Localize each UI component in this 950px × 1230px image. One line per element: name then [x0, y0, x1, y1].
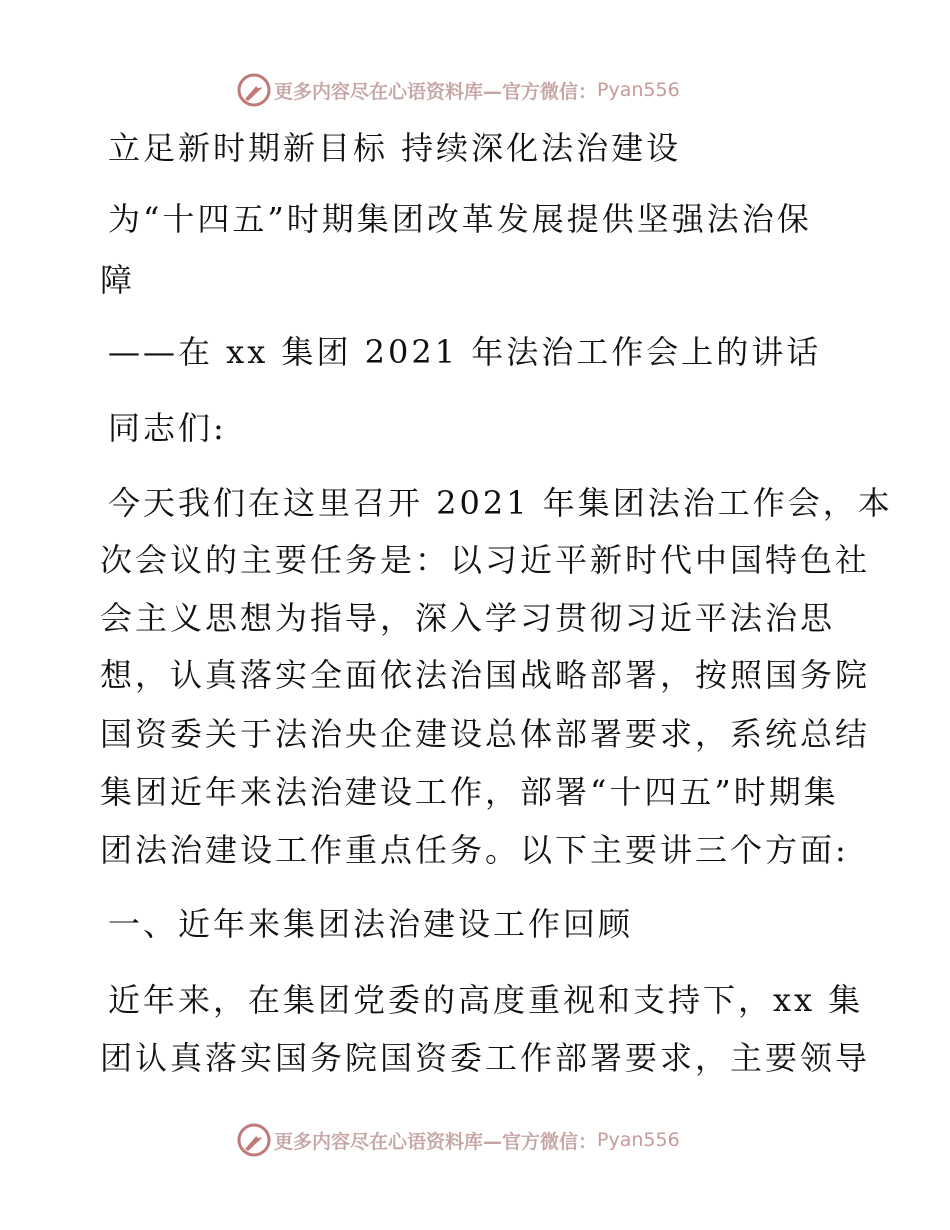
watermark-wechat-id: Pyan556	[597, 1129, 680, 1151]
watermark-wechat-id: Pyan556	[597, 79, 680, 101]
paragraph-line: 团认真落实国务院国资委工作部署要求，主要领导	[100, 1039, 871, 1077]
paragraph-line: 集团近年来法治建设工作，部署“十四五”时期集	[100, 773, 839, 811]
paragraph-line: 近年来，在集团党委的高度重视和支持下，xx 集	[108, 981, 864, 1019]
watermark-footer	[236, 1122, 680, 1158]
pen-nib-logo-icon	[236, 1122, 272, 1158]
paragraph-line: 团法治建设工作重点任务。以下主要讲三个方面:	[100, 831, 849, 869]
document-subtitle: ——在 xx 集团 2021 年法治工作会上的讲话	[108, 333, 822, 371]
pen-nib-logo-icon	[236, 72, 272, 108]
paragraph-line: 想，认真落实全面依法治国战略部署，按照国务院	[100, 656, 871, 694]
section-heading: 一、近年来集团法治建设工作回顾	[108, 905, 634, 943]
paragraph-line: 今天我们在这里召开 2021 年集团法治工作会，本	[108, 484, 893, 522]
salutation: 同志们:	[108, 409, 227, 447]
paragraph-line: 会主义思想为指导，深入学习贯彻习近平法治思	[100, 599, 836, 637]
document-title-line-2-continued: 障	[100, 261, 136, 299]
watermark-header	[236, 72, 680, 108]
document-title-line-2: 为“十四五”时期集团改革发展提供坚强法治保	[108, 200, 812, 238]
watermark-text: 更多内容尽在心语资料库—官方微信：	[274, 80, 598, 103]
watermark-text: 更多内容尽在心语资料库—官方微信：	[274, 1130, 598, 1153]
paragraph-line: 国资委关于法治央企建设总体部署要求，系统总结	[100, 715, 871, 753]
document-title-line-1: 立足新时期新目标 持续深化法治建设	[108, 129, 682, 167]
paragraph-line: 次会议的主要任务是：以习近平新时代中国特色社	[100, 541, 871, 579]
